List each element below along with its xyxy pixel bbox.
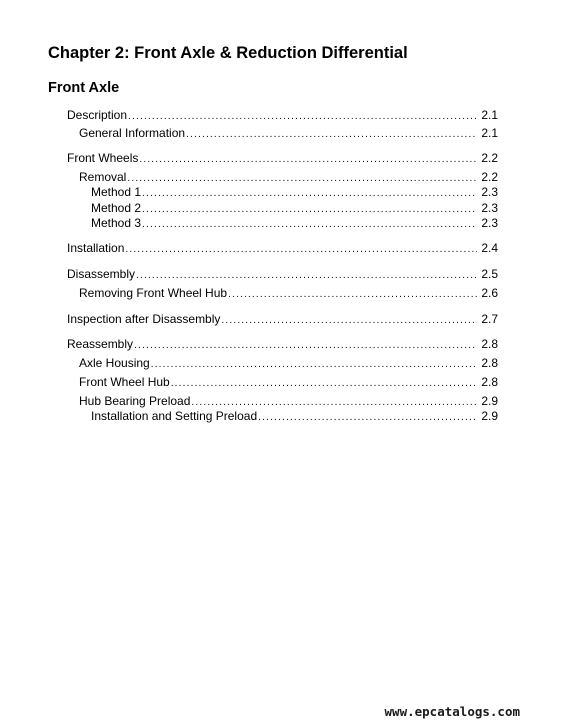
toc-entry-inspection-after-disassembly[interactable]	[67, 311, 498, 327]
toc-dot-leader	[186, 127, 477, 143]
toc-dot-leader	[258, 410, 477, 426]
toc-entry-page: 2.3	[481, 216, 498, 230]
toc-entry-page: 2.8	[481, 375, 498, 389]
toc-entry-page: 2.1	[481, 126, 498, 140]
toc-entry-general-information[interactable]	[79, 125, 498, 141]
toc-entry-label: Method 2	[91, 201, 142, 215]
toc-entry-label: Front Wheels	[67, 151, 139, 165]
toc-entry-page: 2.2	[481, 170, 498, 184]
toc-entry-removing-front-wheel-hub[interactable]	[79, 285, 498, 301]
toc-entry-label: Hub Bearing Preload	[79, 394, 191, 408]
toc-entry-hub-bearing-preload[interactable]	[79, 393, 498, 409]
toc-entry-label: Inspection after Disassembly	[67, 312, 221, 326]
toc-entry-page: 2.3	[481, 201, 498, 215]
toc-entry-description[interactable]	[67, 107, 498, 123]
toc-entry-label: Installation and Setting Preload	[91, 409, 258, 423]
toc-entry-label: Disassembly	[67, 267, 136, 281]
toc-entry-page: 2.6	[481, 286, 498, 300]
section-title: Front Axle	[48, 80, 120, 96]
toc-dot-leader	[128, 109, 477, 125]
toc-entry-installation[interactable]	[67, 240, 498, 256]
toc-entry-label: Description	[67, 108, 128, 122]
watermark-url: www.epcatalogs.com	[384, 704, 520, 719]
toc-entry-page: 2.9	[481, 409, 498, 423]
toc-entry-method-2[interactable]	[91, 200, 498, 216]
toc-entry-page: 2.7	[481, 312, 498, 326]
toc-entry-page: 2.5	[481, 267, 498, 281]
toc-entry-method-1[interactable]	[91, 184, 498, 200]
toc-dot-leader	[125, 242, 477, 258]
toc-entry-installation-and-setting-preload[interactable]	[91, 408, 498, 424]
toc-entry-page: 2.9	[481, 394, 498, 408]
toc-entry-method-3[interactable]	[91, 215, 498, 231]
toc-entry-page: 2.2	[481, 151, 498, 165]
toc-entry-page: 2.1	[481, 108, 498, 122]
toc-dot-leader	[171, 376, 477, 392]
toc-entry-label: Method 1	[91, 185, 142, 199]
toc-dot-leader	[139, 152, 477, 168]
toc-entry-label: Reassembly	[67, 337, 134, 351]
toc-entry-page: 2.4	[481, 241, 498, 255]
toc-entry-page: 2.3	[481, 185, 498, 199]
toc-dot-leader	[228, 287, 477, 303]
toc-entry-page: 2.8	[481, 356, 498, 370]
toc-dot-leader	[142, 217, 477, 233]
toc-entry-label: General Information	[79, 126, 186, 140]
toc-dot-leader	[221, 313, 477, 329]
toc-dot-leader	[151, 357, 477, 373]
chapter-title: Chapter 2: Front Axle & Reduction Differential	[48, 44, 408, 62]
toc-dot-leader	[136, 268, 477, 284]
toc-entry-front-wheels[interactable]	[67, 150, 498, 166]
toc-entry-label: Installation	[67, 241, 125, 255]
toc-entry-removal[interactable]	[79, 169, 498, 185]
toc-entry-label: Removal	[79, 170, 127, 184]
toc-entry-disassembly[interactable]	[67, 266, 498, 282]
toc-entry-label: Axle Housing	[79, 356, 150, 370]
toc-entry-label: Removing Front Wheel Hub	[79, 286, 228, 300]
toc-entry-front-wheel-hub[interactable]	[79, 374, 498, 390]
toc-entry-axle-housing[interactable]	[79, 355, 498, 371]
toc-entry-label: Front Wheel Hub	[79, 375, 170, 389]
toc-entry-page: 2.8	[481, 337, 498, 351]
toc-entry-reassembly[interactable]	[67, 336, 498, 352]
toc-entry-label: Method 3	[91, 216, 142, 230]
toc-dot-leader	[134, 338, 477, 354]
